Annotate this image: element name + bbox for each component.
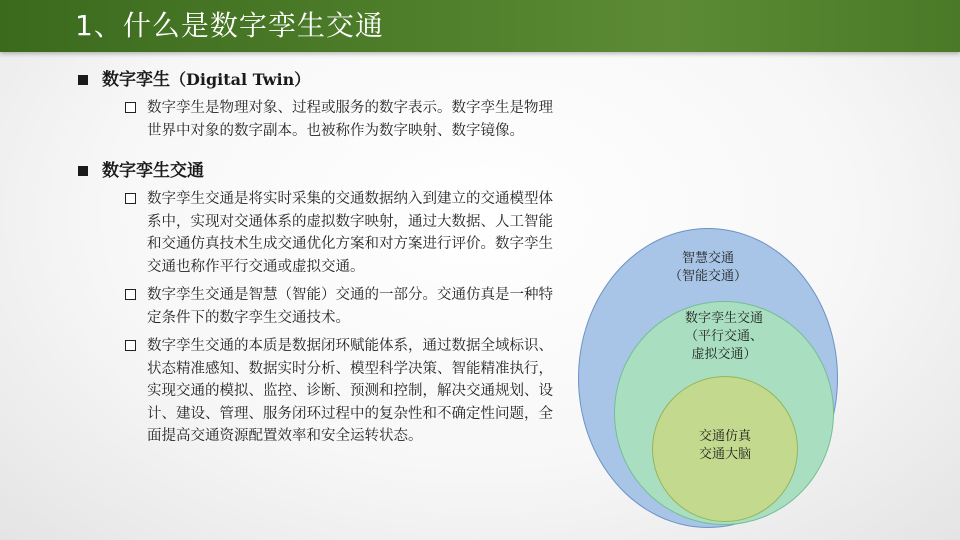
section-heading-text: 数字孪生 [102, 70, 170, 90]
bullet-text: 数字孪生交通是智慧（智能）交通的一部分。交通仿真是一种特定条件下的数字孪生交通技术。 [147, 287, 553, 326]
square-bullet-icon [78, 75, 88, 85]
outer-label-line1: 智慧交通 [681, 251, 734, 266]
slide-title: 1、什么是数字孪生交通 [75, 9, 384, 42]
middle-label-line1: 数字孪生交通 [684, 311, 763, 326]
slide-content [78, 67, 578, 454]
square-bullet-icon [78, 166, 88, 176]
middle-label-line3: 虚拟交通） [691, 347, 757, 362]
outer-label-line2: （智能交通） [668, 269, 747, 284]
bullet-item [78, 335, 578, 448]
section-heading-digital-twin-traffic [78, 158, 578, 184]
nested-circles-diagram [578, 228, 840, 530]
middle-label-line2: （平行交通、 [684, 329, 763, 344]
bullet-item [78, 97, 578, 142]
section-heading-digital-twin [78, 67, 578, 93]
bullet-text: 数字孪生交通的本质是数据闭环赋能体系，通过数据全域标识、状态精准感知、数据实时分析、模型科学决策、智能精准执行，实现交通的模拟、监控、诊断、预测和控制，解决交通规划、设计、建设、管理、服务闭环过程中的复杂性和不确定性问题，全面提高交通资源配置效率和安全运转状态。 [147, 338, 553, 444]
section-spacer [78, 148, 578, 158]
bullet-item [78, 188, 578, 278]
hollow-square-bullet-icon [125, 289, 136, 300]
outer-circle-label [648, 250, 768, 286]
inner-label-line1: 交通仿真 [698, 429, 751, 444]
section-heading-latin: （Digital Twin） [170, 70, 311, 89]
hollow-square-bullet-icon [125, 193, 136, 204]
bullet-text: 数字孪生是物理对象、过程或服务的数字表示。数字孪生是物理世界中对象的数字副本。也被称作为数字映射、数字镜像。 [147, 100, 553, 139]
hollow-square-bullet-icon [125, 340, 136, 351]
inner-circle-label [665, 428, 785, 464]
inner-label-line2: 交通大脑 [698, 447, 751, 462]
middle-circle-label [664, 310, 784, 364]
bullet-text: 数字孪生交通是将实时采集的交通数据纳入到建立的交通模型体系中，实现对交通体系的虚拟数字映射，通过大数据、人工智能和交通仿真技术生成交通优化方案和对方案进行评价。数字孪生交通也称作平行交通或虚拟交通。 [147, 191, 553, 275]
section-heading-text: 数字孪生交通 [102, 161, 204, 181]
bullet-item [78, 284, 578, 329]
hollow-square-bullet-icon [125, 102, 136, 113]
title-bar [0, 0, 960, 52]
